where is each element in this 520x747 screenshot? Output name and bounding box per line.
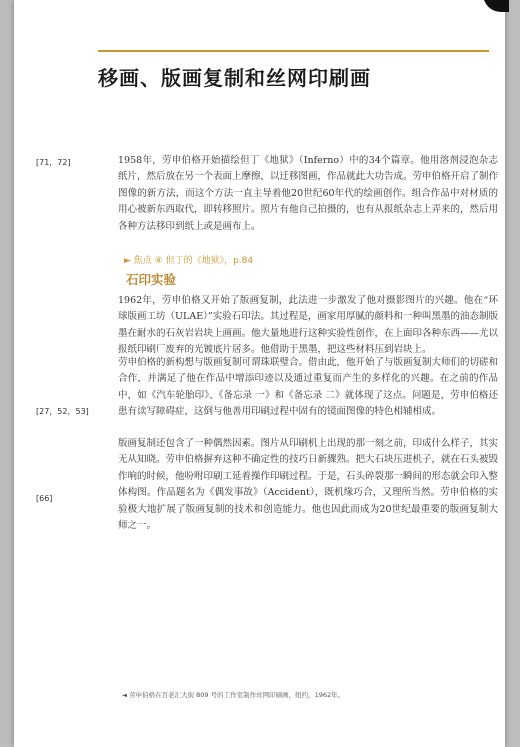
margin-reference-1: [71，72] [36, 158, 71, 167]
page-corner-shadow [483, 0, 509, 12]
margin-reference-2: [27，52，53] [36, 407, 89, 416]
paragraph-3: 劳申伯格的新构想与版画复制可谓珠联璧合。借由此，他开始了与版画复制大师们的切磋和合作，并满足了他在作品中增添印迹以及通过重复而产生的多样化的兴趣。在之前的作品中，如《汽车轮胎印》、《备忘录 一》和《备忘录 二》就体现了这点。问题是，劳申伯格还患有读写障碍症，这倒与他善用印刷过程中固有的镜面图像的特色相辅相成。 [118, 357, 499, 418]
title-rule [98, 50, 489, 52]
paragraph-2: 1962年，劳申伯格又开始了版画复制，此法进一步激发了他对摄影图片的兴趣。他在“环球版画工坊（ULAE）”实验石印法。其过程是，画家用厚腻的颜料和一种叫黑墨的油态制版墨在耐水的石灰岩岩块上画画。他大量地进行这种实验性创作，在上面印各种东西——尤以报纸印刷厂废弃的光镀底片居多。他借助于黑墨，把这些材料压到岩块上。 [118, 295, 499, 356]
paragraph-1: 1958年，劳申伯格开始描绘但丁《地狱》（Inferno）中的34个篇章。他用溶剂浸泡杂志纸片，然后放在另一个表面上摩擦，以迁移图画，作品就此大功告成。劳申伯格开启了制作图像的新方法，而这个方法一直主导着他20世纪60年代的绘画创作。组合作品中对材质的用心被新东西取代，即转移照片。照片有他自己拍摄的，也有从报纸杂志上弄来的，然后用各种方法移印到纸上或是画布上。 [118, 155, 499, 232]
image-caption: ◄ 劳申伯格在百老汇大街 809 号的工作室制作丝网印刷画，纽约，1962年。 [122, 691, 345, 699]
focus-link[interactable]: ► 焦点 ④ 但丁的《地狱》，p.84 [124, 256, 254, 266]
paragraph-4: 版画复制还包含了一种偶然因素。图片从印刷机上出现的那一刻之前，印成什么样子，其实无从知晓。劳申伯格摒弃这种不确定性的技巧日新骤熟。把大石块压进机子，就在石头被毁作响的时候，他吩咐印刷工延着操作印刷过程。于是，石头碎裂那一瞬间的形态就会印入整体构图。作品题名为《偶发事故》（Accident），既机缘巧合，又理所当然。劳申伯格的实验极大地扩展了版画复制的技术和创造能力。他也因此而成为20世纪最重要的版画复制大师之一。 [118, 438, 499, 532]
book-page [14, 0, 505, 747]
margin-reference-3: [66] [36, 494, 53, 503]
section-heading: 石印实验 [126, 272, 177, 287]
page-title: 移画、版画复制和丝网印刷画 [98, 66, 371, 90]
